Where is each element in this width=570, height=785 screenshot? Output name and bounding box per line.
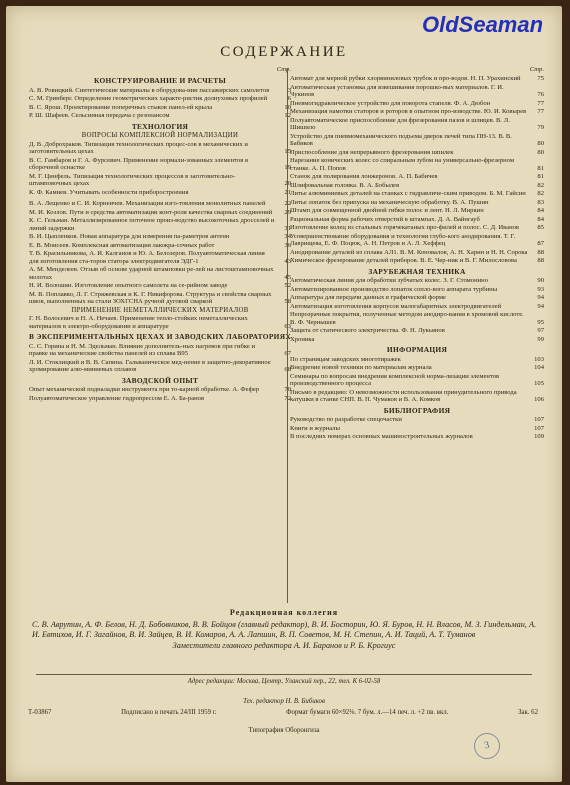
toc-entry-text xyxy=(29,189,277,197)
toc-entry-page: 15 xyxy=(284,148,291,155)
toc-entry-page: 10 xyxy=(284,103,291,111)
toc-entry xyxy=(290,173,544,181)
toc-entry xyxy=(290,416,544,424)
toc-entry-author: В. С. Гамбаров и Г. А. Фурсевич. xyxy=(29,156,122,164)
section-heading: КОНСТРУИРОВАНИЕ И РАСЧЕТЫ xyxy=(93,76,227,85)
toc-entry-page: 77 xyxy=(537,108,544,115)
toc-entry-title: Анодирование деталей из сплава АЛ1. В. М. Коновалов, А. Н. Харин и Н. Н. Сорока xyxy=(290,248,528,256)
editorial-board xyxy=(6,608,562,650)
toc-entry-text xyxy=(290,336,530,344)
toc-entry-title: Автоматическая линия для обработки зубчатых колес. З. Г. Стомонино xyxy=(290,277,488,284)
column-divider xyxy=(287,68,288,603)
toc-entry-title: Влияние дополнитель-ных нагревов при гибке и правке на механические свойства панелей из сплава В95 xyxy=(29,342,255,357)
toc-entry-author: М. И. Козлов. xyxy=(29,208,68,216)
toc-entry-text xyxy=(29,173,277,188)
toc-entry-text xyxy=(290,373,530,388)
toc-entry-page: 34 xyxy=(284,233,291,240)
imprint-format: Формат бумаги 60×92⅛. 7 бум. л.—14 печ. л. +2 пв. вкл. xyxy=(286,709,449,716)
toc-entry-text xyxy=(290,149,530,157)
toc-entry-author: Л. И. Стоклицкий и В. В. Сапина. xyxy=(29,358,124,366)
toc-entry-text xyxy=(290,100,530,108)
toc-entry-title: Литье лопаток без припуска на механическую обработку. В. А. Пушин xyxy=(290,198,489,206)
toc-entry-page: 82 xyxy=(537,181,544,189)
editorial-address: Адрес редакции: Москва, Центр, Уланский пер., 22, тел. К 6-02-58 xyxy=(187,678,381,685)
toc-entry-page: 80 xyxy=(537,148,544,156)
toc-entry-title: Структура и свойства сварных швов, выполненных на стали ЗОХГСНА ручной дуговой сваркой xyxy=(29,290,272,305)
toc-entry-page: 84 xyxy=(537,215,544,223)
section-heading: ИНФОРМАЦИЯ xyxy=(386,345,448,354)
toc-entry-title: Изготовление колец из стальных горячекатаных про-филей и полос. С. Д. Иванов xyxy=(290,224,520,231)
toc-entry xyxy=(29,217,291,232)
toc-entry-page: 3 xyxy=(287,86,291,94)
editorial-rule xyxy=(36,674,532,675)
page-title: СОДЕРЖАНИЕ xyxy=(220,44,348,60)
toc-entry-page: 99 xyxy=(537,335,544,343)
toc-entry-page: 103 xyxy=(534,355,544,363)
toc-entry xyxy=(29,359,291,374)
toc-entry-author: А. М. Менделеев. xyxy=(29,266,79,273)
toc-entry xyxy=(290,100,544,108)
toc-entry-text xyxy=(29,209,277,217)
toc-entry-text xyxy=(290,75,530,83)
toc-entry-author: Г. Н. Волосевич и Н. А. Нечаев. xyxy=(29,315,119,322)
toc-entry xyxy=(29,250,291,265)
toc-entry-text xyxy=(290,286,530,294)
toc-entry-text xyxy=(29,291,277,306)
toc-entry-title: Новая аппаратура для измерения па-раметров антенн xyxy=(79,233,230,240)
toc-entry xyxy=(290,425,544,433)
toc-entry-text xyxy=(29,157,277,172)
toc-entry-title: Аппаратура для передачи данных в графической форме xyxy=(290,294,446,301)
toc-entry xyxy=(290,207,544,215)
toc-entry xyxy=(290,286,544,294)
toc-entry xyxy=(29,112,291,120)
toc-entry-page: 87 xyxy=(537,240,544,247)
toc-entry xyxy=(29,291,291,306)
toc-entry xyxy=(290,356,544,364)
toc-entry xyxy=(290,303,544,311)
toc-entry-text xyxy=(290,303,530,311)
toc-entry xyxy=(290,433,544,441)
toc-entry-author: С. С. Горина и Н. М. Эдельман. xyxy=(29,342,118,350)
page-column-label: Стр. xyxy=(529,66,544,73)
toc-entry-author: А. В. Ровицкий. xyxy=(29,86,74,94)
toc-entry-title: Хроника xyxy=(290,335,315,343)
toc-entry-text xyxy=(290,356,530,364)
toc-entry-page: 76 xyxy=(537,91,544,98)
toc-entry-title: Полуавтоматическое управление гидропрессом Е. А. Ба-ранов xyxy=(29,394,205,402)
toc-entry-author: В. А. Лещенко и С. И. Корнеичев. xyxy=(29,200,125,207)
toc-entry-text xyxy=(29,386,277,394)
toc-entry-text xyxy=(29,266,277,281)
toc-entry-title: Проектирование поперечных стыков панел-ей крыла xyxy=(63,103,213,111)
editorial-title: Редакционная коллегия xyxy=(229,608,339,617)
toc-entry-page: 72 xyxy=(284,394,291,402)
toc-entry-title: Полуавтоматическая линия для изготовления ста-тоpов статора электродвигателя ЭДГ-1 xyxy=(29,250,265,265)
toc-entry xyxy=(290,216,544,224)
toc-entry-title: Типизация технологических процессов в заготовительно-штамповочных цехах xyxy=(29,172,236,187)
toc-entry-page: 106 xyxy=(534,396,544,403)
toc-entry-text xyxy=(290,190,530,198)
toc-entry xyxy=(290,389,544,404)
toc-entry-page: 81 xyxy=(537,173,544,180)
toc-entry-title: Станок для полирования лонжеронов. А. П. Бабичев xyxy=(290,173,438,180)
toc-entry-text xyxy=(290,133,530,148)
toc-entry xyxy=(290,157,544,172)
toc-entry xyxy=(29,343,291,358)
toc-entry-text xyxy=(290,199,530,207)
toc-entry-title: Автоматическая установка для взвешивания порошко-вых материалов. Г. И. Чукинов xyxy=(290,83,504,98)
toc-entry-page: 109 xyxy=(534,433,544,440)
toc-entry xyxy=(29,266,291,281)
toc-entry-title: Автоматизация изготовления корпусов малогабаритных электродвигателей xyxy=(290,302,502,310)
toc-entry-text xyxy=(29,315,277,330)
toc-entry xyxy=(290,233,544,248)
toc-entry-title: Механизация намотки статоров и роторов в опытном про-изводстве. Ю. И. Ковырев xyxy=(290,108,527,115)
toc-entry-author: К. С. Гельман. xyxy=(29,217,70,224)
toc-entry-page: 36 xyxy=(284,241,291,249)
toc-entry-page: 19 xyxy=(284,164,291,171)
toc-entry xyxy=(290,327,544,335)
section-heading: БИБЛИОГРАФИЯ xyxy=(383,405,451,415)
toc-entry-text xyxy=(290,173,530,181)
toc-entry xyxy=(29,233,291,241)
toc-entry-text xyxy=(290,216,530,224)
toc-entry xyxy=(29,87,291,95)
subsection-heading: ВОПРОСЫ КОМПЛЕКСНОЙ НОРМАЛИЗАЦИИ xyxy=(81,132,239,139)
toc-entry-title: Книги и журналы xyxy=(290,424,340,432)
toc-entry-page: 95 xyxy=(537,318,544,326)
toc-entry-title: Защита от статического электричества. Ф. Н. Лукьянов xyxy=(290,327,445,334)
toc-entry-title: Комплексная автоматизация лакокра-сочных работ xyxy=(71,241,215,249)
toc-entry xyxy=(290,149,544,157)
toc-entry-text xyxy=(29,233,277,241)
imprint-signed: Подписано в печать 24/III 1959 г. xyxy=(121,709,217,716)
toc-entry-page: 52 xyxy=(284,282,291,289)
toc-entry xyxy=(290,182,544,190)
toc-entry-title: Полуавтоматическое приспособление для фрезерования пазов и шлицев. В. Л. Шишило xyxy=(290,116,510,131)
toc-entry xyxy=(290,294,544,302)
editorial-deputy: Заместители главного редактора А. И. Баранов и Р. Б. Крогиус xyxy=(172,641,396,650)
toc-entry xyxy=(29,141,291,156)
toc-entry xyxy=(290,75,544,83)
toc-entry-title: Синтетические материалы в оборудова-нии пассажирских самолетов xyxy=(75,86,270,94)
toc-entry-text xyxy=(290,157,530,172)
toc-entry-title: Гальваническое мед-нение в защитно-декоративное хромирование алю-миниевых сплавов xyxy=(29,358,271,373)
watermark: OldSeaman xyxy=(422,12,544,37)
toc-entry-text xyxy=(29,359,277,374)
toc-entry-title: Непрозрачные покрытия, полученные методом анодиро-вания в хромовой кислоте. В. Ф. Чернышев xyxy=(290,311,524,326)
toc-entry-page: 82 xyxy=(537,190,544,197)
toc-entry xyxy=(29,282,291,290)
toc-entry-page: 97 xyxy=(537,327,544,334)
toc-entry-page: 104 xyxy=(534,364,544,371)
toc-entry-text xyxy=(29,112,277,120)
toc-entry-page: 93 xyxy=(537,285,544,293)
toc-left-column xyxy=(29,66,291,403)
toc-entry xyxy=(290,108,544,116)
toc-entry xyxy=(29,95,291,103)
toc-entry-text xyxy=(29,242,277,250)
toc-entry xyxy=(29,200,291,208)
toc-entry-title: Шлифовальная головка. В. А. Бобылев xyxy=(290,181,400,189)
toc-entry-title: Приспособление для непрерывного фрезерования шпилек xyxy=(290,148,454,156)
toc-entry-text xyxy=(290,389,530,404)
toc-entry-page: 107 xyxy=(534,416,544,423)
toc-entry-text xyxy=(29,250,277,265)
toc-entry xyxy=(290,311,544,326)
toc-entry-page: 81 xyxy=(537,164,544,172)
toc-entry-text xyxy=(290,416,530,424)
toc-right-list xyxy=(290,75,544,441)
toc-entry xyxy=(290,117,544,132)
toc-entry xyxy=(290,199,544,207)
toc-entry-page: 6 xyxy=(287,95,291,102)
toc-entry-page: 84 xyxy=(537,207,544,214)
section-heading: ТЕХНОЛОГИЯ xyxy=(131,121,189,131)
toc-entry-page: 68 xyxy=(284,366,291,373)
library-stamp: 3 xyxy=(472,731,503,762)
toc-entry-text xyxy=(29,141,277,156)
toc-entry-author: Р. Ш. Шафеев. xyxy=(29,112,70,119)
toc-entry-text xyxy=(290,433,530,441)
toc-entry-author: Е. В. Моисеев. xyxy=(29,241,71,249)
toc-entry-text xyxy=(290,327,530,335)
toc-entry xyxy=(290,224,544,232)
toc-entry xyxy=(29,395,291,403)
toc-entry-title: Автомат для мерной рубки хлорвиниловых трубок и про-водов. Н. П. Урахинский xyxy=(290,75,521,82)
toc-entry-author: Т. В. Красильникова, А. И. Калганов и Ю. А. Белозеров. xyxy=(29,250,187,257)
toc-entry xyxy=(290,277,544,285)
toc-entry-page: 94 xyxy=(537,294,544,301)
toc-entry-page: 85 xyxy=(537,224,544,231)
toc-entry xyxy=(29,209,291,217)
toc-entry-text xyxy=(29,95,277,103)
toc-entry-page: 90 xyxy=(537,277,544,284)
toc-entry-title: В последних номерах основных машиностроительных журналов xyxy=(290,433,473,440)
toc-entry-text xyxy=(290,311,530,326)
toc-entry-title: Применение нормали-зованных элементов в сборочной оснастке xyxy=(29,156,249,171)
toc-entry-text xyxy=(290,224,530,232)
toc-entry-author: Д. В. Доброхраков. xyxy=(29,140,83,148)
toc-entry-author: С. М. Гринберг. xyxy=(29,95,73,102)
toc-entry-title: Химическое фрезерование деталей приборов. В. Е. Чер-ник и В. Г. Милословова xyxy=(290,257,517,264)
toc-entry xyxy=(290,336,544,344)
toc-entry-page: 80 xyxy=(537,140,544,147)
toc-entry xyxy=(290,249,544,257)
section-heading: ЗАРУБЕЖНАЯ ТЕХНИКА xyxy=(368,266,466,276)
toc-entry-page: 83 xyxy=(537,198,544,206)
toc-entry-text xyxy=(29,217,277,232)
imprint-code: Т-03867 xyxy=(28,709,52,716)
toc-entry-title: Штамп для совмещенной двойной гибки полос и лент. Н. Л. Миркин xyxy=(290,207,484,214)
toc-entry-title: Типизация технологических процес-сов в механических и заготовительных цехах xyxy=(29,140,248,155)
toc-entry-text xyxy=(29,87,277,95)
toc-entry-text xyxy=(29,282,277,290)
toc-entry xyxy=(290,257,544,265)
tech-editor: Тех. редактор Н. В. Бибиков xyxy=(243,698,325,705)
toc-entry-title: Письмо в редакцию: О невозможности использования принудительного привода катушки в станке СНП. В. П. Чумаков и В. А. Комков xyxy=(290,388,517,403)
toc-entry-author: К. Ф. Камнев. xyxy=(29,188,68,196)
toc-entry-author: М. Г. Цинфель. xyxy=(29,172,72,180)
toc-entry xyxy=(29,104,291,112)
toc-entry-title: Сельсинная передача с резонансом xyxy=(71,112,170,119)
toc-entry-page: 12 xyxy=(284,112,291,119)
toc-entry xyxy=(29,386,291,394)
toc-entry xyxy=(29,189,291,197)
toc-entry-page: 45 xyxy=(284,273,291,281)
toc-entry-text xyxy=(290,117,530,132)
toc-entry-page: 88 xyxy=(537,257,544,264)
toc-entry-title: Литье алюминиевых деталей на станках с гидравличе-ским приводом. Б. М. Гайсин xyxy=(290,190,526,197)
toc-entry-text xyxy=(290,233,530,248)
toc-entry-page: 20 xyxy=(284,180,291,187)
toc-entry-title: Нарезание конических колес со спиральным зубом на универсально-фрезерном станке. А. П. Попов xyxy=(290,157,515,172)
toc-entry-author: Н. И. Волошин. xyxy=(29,282,74,289)
toc-right-column xyxy=(290,66,544,442)
toc-entry-text xyxy=(290,425,530,433)
toc-entry-title: Пневмогидравлическое устройство для поворота стапеля. Ф. А. Дюбон xyxy=(290,99,491,107)
printer-line: Типография Оборонгиза xyxy=(248,727,320,734)
toc-entry xyxy=(290,364,544,372)
editorial-members: С. В. Аврутин, А. Ф. Белов, Н. Д. Бобовников, В. В. Бойцов (главный редактор), В. И. Босторин, Ю. Я. Буров, Н. Н. Власов, М. З. Гиндельман, А. И. Евтихов, И. Г. Загайнов, В. И. Зайцев, В. И. Комаров, А. А. Лапшин, В. П. Советов, М. Н. Степин, А. И. Таций, А. Т. Туманов xyxy=(32,620,536,639)
toc-entry-text xyxy=(29,343,277,358)
toc-entry-author: В. С. Ярош. xyxy=(29,103,63,111)
toc-entry xyxy=(29,242,291,250)
toc-entry-title: Рациональная форма рабочих отверстий в штампах. Д. А. Вайнгауб xyxy=(290,215,480,223)
toc-entry-title: Устройство для пневмомеханического подъема дверок печей типа ПН-13. В. В. Бабиков xyxy=(290,132,512,147)
toc-entry-text xyxy=(290,182,530,190)
section-heading: ЗАВОДСКОЙ ОПЫТ xyxy=(121,375,199,385)
toc-entry-page: 58 xyxy=(284,298,291,305)
toc-entry-text xyxy=(290,294,530,302)
toc-entry-text xyxy=(290,84,530,99)
toc-entry-page: 88 xyxy=(537,248,544,256)
toc-entry-page: 31 xyxy=(284,224,291,232)
toc-entry-title: Механизация изго-товления монолитных панелей xyxy=(125,200,266,207)
toc-entry-text xyxy=(29,395,277,403)
toc-entry-text xyxy=(29,200,277,208)
toc-entry-page: 22 xyxy=(284,200,291,207)
toc-entry-page: 105 xyxy=(534,380,544,387)
toc-left-list xyxy=(29,77,291,402)
toc-entry-page: 107 xyxy=(534,424,544,432)
toc-entry-title: Внедрение новой техники по материалам журнала xyxy=(290,364,432,371)
toc-entry-title: Металлизированное поточное произ-водство высокоточных дросселей и линий задержки xyxy=(29,217,275,232)
section-heading: В ЭКСПЕРИМЕНТАЛЬНЫХ ЦЕХАХ И ЗАВОДСКИХ ЛАБОРАТОРИЯХ xyxy=(29,332,291,341)
imprint-order: Зак. 62 xyxy=(518,709,538,716)
toc-entry-title: Семинары по вопросам внедрения комплексной норма-лизации элементов производственного процесса xyxy=(290,372,500,387)
toc-entry-page: 94 xyxy=(537,302,544,310)
toc-entry-title: Применение тепло-стойких неметаллических материалов в электро-оборудовании и аппаратуре xyxy=(29,315,248,330)
toc-entry-title: Опыт механической подналадки инструмента при то-карной обработке. А. Фефер xyxy=(29,386,260,393)
toc-entry-text xyxy=(290,364,530,372)
toc-entry-title: Руководство по разработке спецочастки xyxy=(290,416,402,423)
imprint-row xyxy=(28,709,538,716)
toc-entry-author: М. В. Поплавко, Л. Г. Стряжевская и К. Г. Никифорова. xyxy=(29,290,185,298)
toc-entry xyxy=(29,315,291,330)
toc-entry-title: Учитывать особенности приборостроения xyxy=(69,188,189,196)
toc-entry-text xyxy=(29,104,277,112)
toc-entry-page: 67 xyxy=(284,350,291,357)
toc-entry-page: 79 xyxy=(537,124,544,131)
toc-entry-page: 21 xyxy=(284,188,291,196)
toc-entry xyxy=(290,133,544,148)
subsection-heading: ПРИМЕНЕНИЕ НЕМЕТАЛЛИЧЕСКИХ МАТЕРИАЛОВ xyxy=(71,306,249,314)
toc-entry-text xyxy=(290,277,530,285)
toc-entry-page: 77 xyxy=(537,99,544,107)
toc-entry-title: Усовершенствование оборудования и технологии глубо-кого анодирования. Т. Г. Лаврищева, Е. Ф. Поцюк, А. Н. Петров и А. Л. Хеффец xyxy=(290,232,516,247)
toc-entry-text xyxy=(290,257,530,265)
page-column-label: Стр. xyxy=(276,66,291,73)
toc-entry-title: Определение геометрических характе-ристик долнуховых профилей xyxy=(74,95,268,102)
toc-entry xyxy=(290,190,544,198)
toc-entry xyxy=(290,373,544,388)
toc-entry-text xyxy=(290,249,530,257)
toc-entry xyxy=(29,157,291,172)
toc-entry-page: 70 xyxy=(284,386,291,393)
toc-entry-author: В. И. Цыпленков. xyxy=(29,233,79,240)
toc-entry xyxy=(29,173,291,188)
toc-entry-title: Отзыв об основе ударной штамповки ре-лей на листоштамповочных молотах xyxy=(29,266,274,281)
toc-entry-title: По страницам заводских многотиражек xyxy=(290,355,401,363)
toc-entry-text xyxy=(290,108,530,116)
toc-entry-page: 43 xyxy=(284,257,291,265)
toc-entry-page: 29 xyxy=(284,208,291,216)
toc-entry-title: Пути и средства автоматизации конт-роля качества сварных соединений xyxy=(69,208,273,216)
toc-entry-page: 63 xyxy=(284,322,291,330)
page-sheet xyxy=(6,6,562,782)
toc-entry-text xyxy=(290,207,530,215)
toc-entry-title: Автоматизированное производство лопаток сопло-вого аппарата турбины xyxy=(290,285,498,293)
toc-entry-page: 75 xyxy=(537,75,544,82)
toc-entry-title: Изготовление опытного самолета на се-рийном заводе xyxy=(74,282,228,289)
toc-entry xyxy=(290,84,544,99)
